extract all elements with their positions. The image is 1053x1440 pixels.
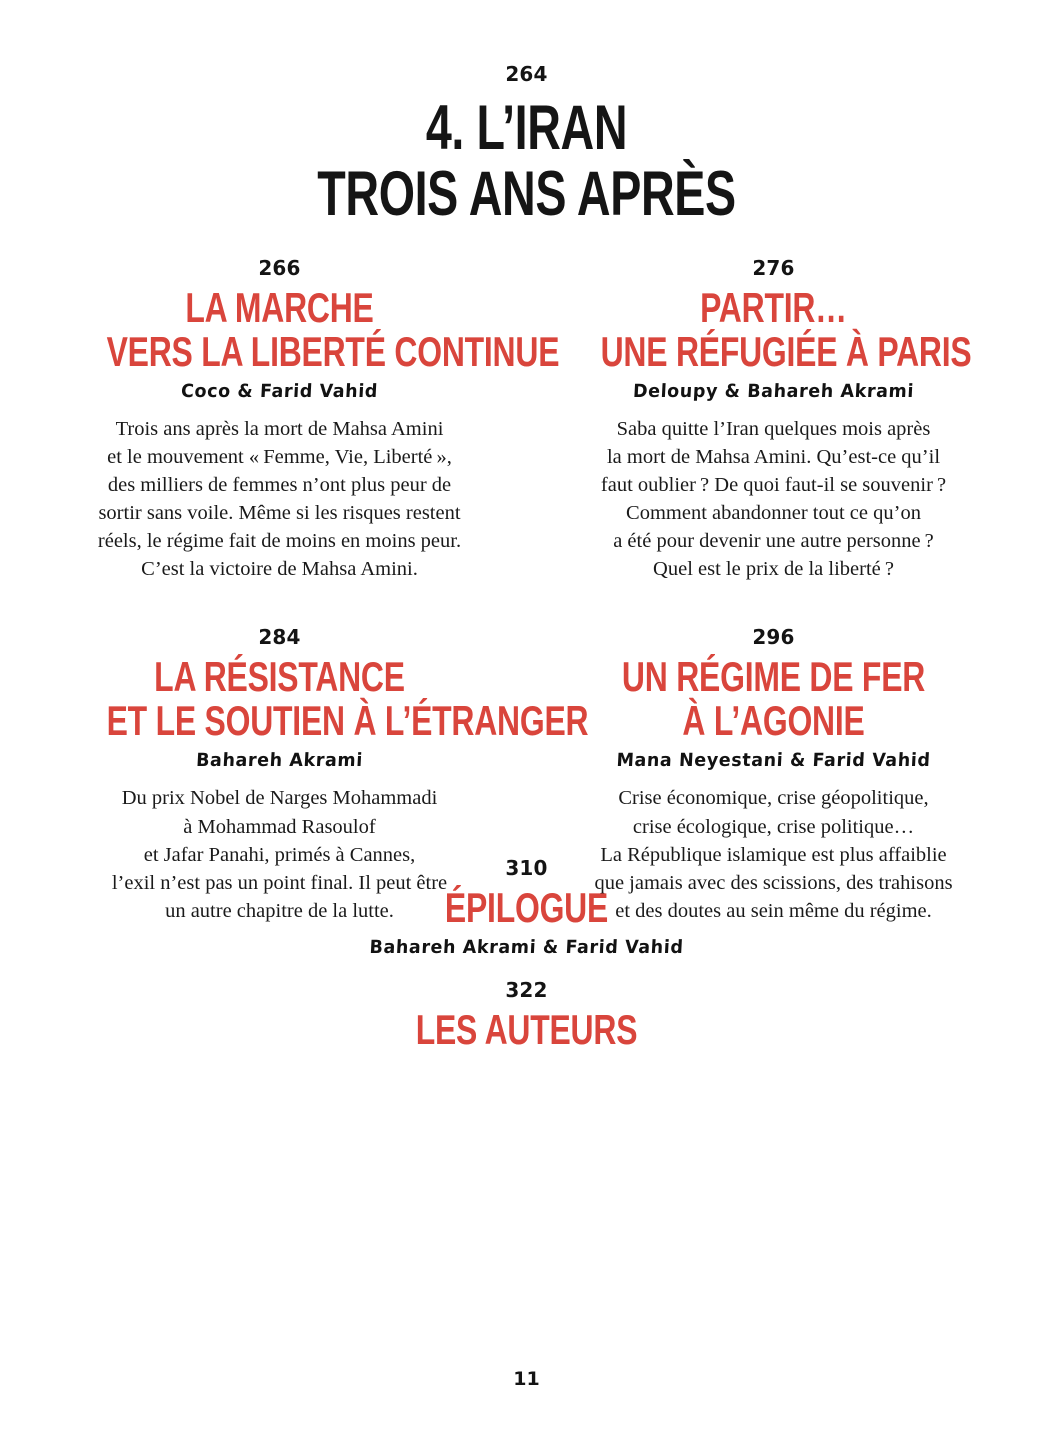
entry-authors: Deloupy & Bahareh Akrami: [632, 381, 915, 403]
entry-folio: 296: [752, 625, 795, 650]
entry-folio: 276: [752, 256, 795, 280]
entry-description: Crise économique, crise géopolitique, crise écologique, crise politique… La République islamique est plus affaiblie que jamais avec des scissions, des trahisons et des doutes au sein même du régime.: [594, 787, 953, 922]
entry-folio: 266: [258, 256, 301, 280]
entry-title: [601, 653, 947, 745]
part-folio: 264: [505, 62, 548, 86]
entry-grid: [52, 258, 1001, 925]
part-heading: [0, 62, 1053, 229]
entry-title-line-1: LA MARCHE: [185, 284, 374, 331]
entry-title: [600, 284, 972, 375]
part-title-line-2: TROIS ANS APRÈS: [317, 158, 736, 229]
entry-folio: 284: [258, 625, 301, 650]
row-spacer: [52, 583, 1001, 627]
entry-authors: Bahareh Akrami: [195, 751, 364, 772]
entry-title-line-2: UNE RÉFUGIÉE À PARIS: [600, 328, 972, 375]
entry-title-line-1: LES AUTEURS: [415, 1006, 638, 1053]
entry-title-line-2: VERS LA LIBERTÉ CONTINUE: [106, 328, 560, 375]
entry-authors: Mana Neyestani & Farid Vahid: [615, 751, 932, 772]
entry-title: [106, 284, 560, 375]
entry-title-line-1: LA RÉSISTANCE: [154, 653, 405, 701]
entry-description: Du prix Nobel de Narges Mohammadi à Mohammad Rasoulof et Jafar Panahi, primés à Cannes, l’exil n’est pas un point final. Il peut être un autre chapitre de la lutte.: [111, 787, 448, 922]
entry-description: Trois ans après la mort de Mahsa Amini et le mouvement « Femme, Vie, Liberté », des milliers de femmes n’ont plus peur de sortir sans voile. Même si les risques restent réels, le régime fait de moins en moins peur. C’est la victoire de Mahsa Amini.: [97, 418, 462, 581]
entry-title-line-1: UN RÉGIME DE FER: [621, 653, 926, 701]
toc-entry-partir[interactable]: [546, 258, 1001, 583]
entry-authors: Coco & Farid Vahid: [180, 381, 379, 403]
entry-authors: Bahareh Akrami & Farid Vahid: [368, 937, 685, 959]
toc-entry-epilogue[interactable]: [0, 858, 1053, 958]
part-title: [137, 93, 916, 229]
entry-description: Saba quitte l’Iran quelques mois après la mort de Mahsa Amini. Qu’est-ce qu’il faut oublier ? De quoi faut-il se souvenir ? Comment abandonner tout ce qu’on a été pour devenir une autre personne ? Quel est le prix de la liberté ?: [600, 418, 947, 581]
entry-title-line-1: ÉPILOGUE: [444, 884, 609, 931]
toc-entry-la-marche[interactable]: [52, 256, 560, 583]
entry-folio: 322: [505, 978, 548, 1002]
entry-title: [106, 653, 589, 745]
toc-entry-les-auteurs[interactable]: [0, 980, 1053, 1051]
part-title-line-1: 4. L’IRAN: [425, 93, 628, 163]
entry-folio: 310: [505, 856, 548, 880]
entry-title: [126, 1006, 926, 1053]
page-number: 11: [513, 1368, 540, 1390]
entry-title: [126, 884, 926, 931]
entry-title-line-1: PARTIR…: [700, 284, 847, 331]
entry-title-line-2: À L’AGONIE: [682, 697, 865, 745]
entry-title-line-2: ET LE SOUTIEN À L’ÉTRANGER: [106, 697, 589, 745]
entry-row-1: [52, 258, 1001, 583]
